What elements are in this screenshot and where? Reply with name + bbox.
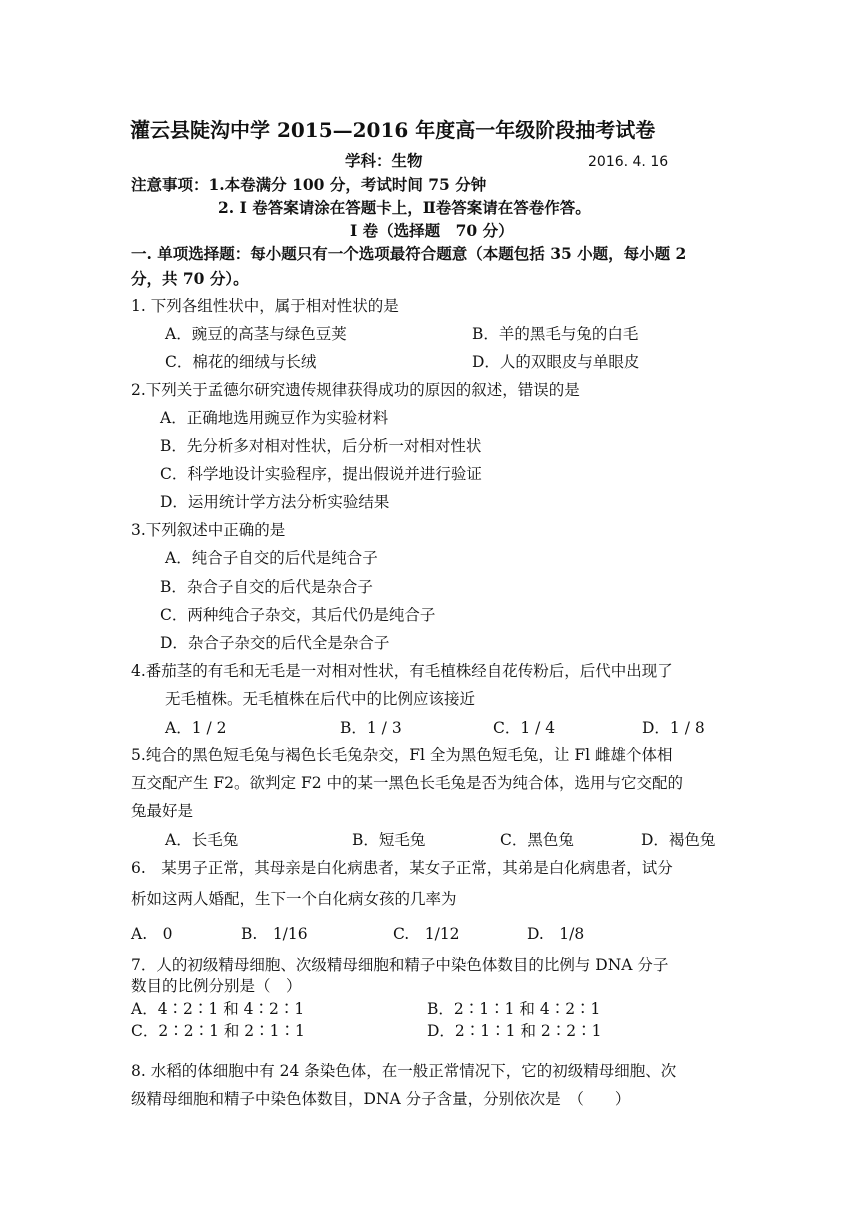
- question-6-option-a: A. 0: [131, 925, 173, 943]
- question-4-option-b: B．1 / 3: [340, 719, 402, 737]
- notes-line-1: 注意事项：1.本卷满分 100 分，考试时间 75 分钟: [131, 175, 487, 194]
- question-2-option-c: C．科学地设计实验程序，提出假说并进行验证: [160, 465, 482, 483]
- question-5-option-c: C．黑色兔: [500, 831, 574, 849]
- question-4-option-a: A．1 / 2: [165, 719, 227, 737]
- question-1-option-b: B．羊的黑毛与兔的白毛: [472, 325, 639, 343]
- question-2-option-b: B．先分析多对相对性状，后分析一对相对性状: [160, 437, 482, 455]
- question-5-stem-2: 互交配产生 F2。欲判定 F2 中的某一黑色长毛兔是否为纯合体，选用与它交配的: [131, 774, 684, 792]
- question-3-stem: 3.下列叙述中正确的是: [131, 521, 286, 539]
- question-1-option-c: C．棉花的细绒与长绒: [165, 353, 317, 371]
- question-6-option-b: B. 1/16: [241, 925, 308, 943]
- exam-date: 2016. 4. 16: [588, 154, 669, 170]
- question-6-stem-1: 6. 某男子正常，其母亲是白化病患者，某女子正常，其弟是白化病患者，试分: [131, 859, 673, 877]
- question-3-option-c: C．两种纯合子杂交，其后代仍是纯合子: [160, 606, 436, 624]
- question-5-stem-1: 5.纯合的黑色短毛兔与褐色长毛兔杂交，Fl 全为黑色短毛兔，让 Fl 雌雄个体相: [131, 746, 673, 764]
- question-5-option-b: B．短毛兔: [352, 831, 426, 849]
- question-4-stem-2: 无毛植株。无毛植株在后代中的比例应该接近: [165, 690, 476, 708]
- question-3-option-a: A．纯合子自交的后代是纯合子: [165, 549, 378, 567]
- exam-title: 灌云县陡沟中学 2015—2016 年度高一年级阶段抽考试卷: [130, 118, 656, 142]
- question-1-stem: 1. 下列各组性状中，属于相对性状的是: [131, 297, 399, 315]
- question-7-stem-2: 数目的比例分别是（ ）: [131, 977, 302, 995]
- subject-label: 学科：生物: [345, 151, 423, 170]
- question-2-stem: 2.下列关于孟德尔研究遗传规律获得成功的原因的叙述，错误的是: [131, 381, 580, 399]
- question-1-option-d: D．人的双眼皮与单眼皮: [472, 353, 640, 371]
- question-6-stem-2: 析如这两人婚配，生下一个白化病女孩的几率为: [131, 890, 457, 908]
- question-7-option-b: B．2∶1∶1 和 4∶2∶1: [427, 1000, 601, 1018]
- section-instructions-2: 分，共 70 分）。: [131, 269, 249, 288]
- question-8-stem-1: 8. 水稻的体细胞中有 24 条染色体，在一般正常情况下，它的初级精母细胞、次: [131, 1062, 677, 1080]
- question-5-option-a: A．长毛兔: [165, 831, 239, 849]
- section-title: I 卷（选择题 70 分）: [350, 221, 514, 240]
- question-3-option-b: B．杂合子自交的后代是杂合子: [160, 578, 373, 596]
- question-7-stem-1: 7．人的初级精母细胞、次级精母细胞和精子中染色体数目的比例与 DNA 分子: [131, 956, 669, 974]
- section-instructions-1: 一. 单项选择题：每小题只有一个选项最符合题意（本题包括 35 小题，每小题 2: [131, 244, 687, 263]
- question-2-option-d: D．运用统计学方法分析实验结果: [160, 493, 390, 511]
- question-1-option-a: A．豌豆的高茎与绿色豆荚: [165, 325, 347, 343]
- question-2-option-a: A．正确地选用豌豆作为实验材料: [160, 409, 389, 427]
- question-8-stem-2: 级精母细胞和精子中染色体数目，DNA 分子含量，分别依次是 （ ）: [131, 1090, 631, 1108]
- question-3-option-d: D．杂合子杂交的后代全是杂合子: [160, 634, 390, 652]
- question-7-option-c: C．2∶2∶1 和 2∶1∶1: [131, 1022, 305, 1040]
- question-4-stem-1: 4.番茄茎的有毛和无毛是一对相对性状，有毛植株经自花传粉后，后代中出现了: [131, 662, 673, 680]
- question-5-option-d: D．褐色兔: [641, 831, 716, 849]
- question-7-option-a: A．4∶2∶1 和 4∶2∶1: [131, 1000, 305, 1018]
- question-6-option-d: D. 1/8: [527, 925, 585, 943]
- question-7-option-d: D．2∶1∶1 和 2∶2∶1: [427, 1022, 602, 1040]
- question-5-stem-3: 兔最好是: [131, 802, 194, 820]
- notes-line-2: 2. I 卷答案请涂在答题卡上，Ⅱ卷答案请在答卷作答。: [218, 198, 591, 217]
- question-6-option-c: C. 1/12: [393, 925, 460, 943]
- question-4-option-d: D．1 / 8: [642, 719, 705, 737]
- question-4-option-c: C．1 / 4: [493, 719, 556, 737]
